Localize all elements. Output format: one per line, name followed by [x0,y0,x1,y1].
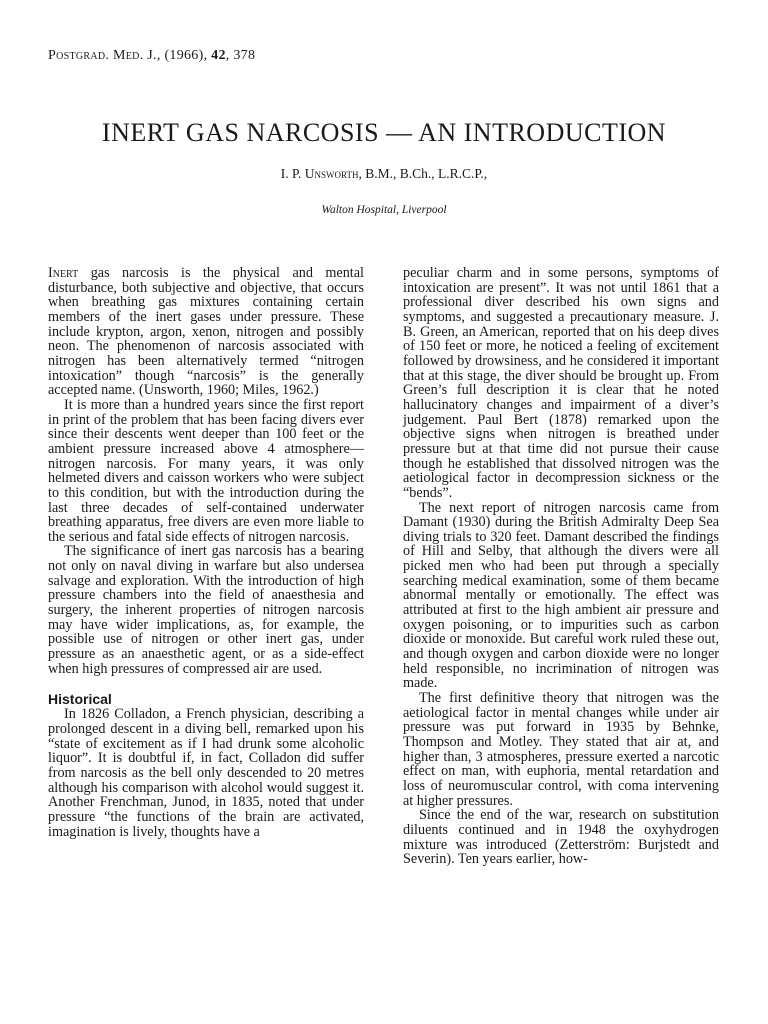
journal-page-number: , 378 [225,48,256,63]
author-affiliation: Walton Hospital, Liverpool [321,204,447,216]
paragraph: Since the end of the war, research on substitution diluents continued and in 1948 the oxyhydrogen mixture was introduced (Zetterström: Burjstedt and Severin). Ten years earlier, how- [403,807,719,868]
lead-word: Inert [48,265,79,281]
section-heading: Historical [48,691,112,708]
author-line [0,166,768,182]
paragraph: It is more than a hundred years since the first report in print of the problem that has been facing divers ever since their descents went deeper than 100 feet or the ambient pressure increased above 4 atmosphere—nitrogen narcosis. For many years, it was only helmeted divers and caisson workers who were subject to this condition, but with the introduction during the last three decades of self-contained underwater breathing apparatus, free divers are even more liable to the serious and fatal side effects of nitrogen narcosis. [48,396,364,545]
right-column [403,266,719,867]
paragraph: The significance of inert gas narcosis has a bearing not only on naval diving in warfare but also undersea salvage and exploration. With the introduction of high pressure chambers into the field of anaesthesia and surgery, the inherent properties of nitrogen narcosis may have wider implications, as, for example, the possible use of nitrogen or other inert gas, under pressure as an anaesthetic agent, or as a side-effect when high pressures of compressed air are used. [48,543,364,677]
author-name: I. P. Unsworth [280,166,359,181]
journal-citation [48,48,255,64]
paragraph: The first definitive theory that nitrogen was the aetiological factor in mental changes while under air pressure was put forward in 1935 by Behnke, Thompson and Motley. They stated that air at, and higher than, 3 atmospheres, pressure exerted a narcotic effect on man, with euphoria, mental retardation and loss of neuromuscular control, with coma intervening at higher pressures. [403,690,719,809]
paragraph [48,266,364,398]
journal-year: , (1966), [156,48,212,63]
paragraph-text: gas narcosis is the physical and mental disturbance, both subjective and objective, that occurs when breathing gas mixtures containing certain members of the inert gases under pressure. These include krypton, argon, xenon, nitrogen and possibly neon. The phenomenon of narcosis associated with nitrogen has been alternatively termed “nitrogen intoxication” though “narcosis” is the generally accepted name. (Unsworth, 1960; Miles, 1962.) [48,265,364,399]
left-column [48,266,364,839]
article-title: INERT GAS NARCOSIS — AN INTRODUCTION [101,118,667,147]
paragraph: In 1826 Colladon, a French physician, describing a prolonged descent in a diving bell, remarked upon his “state of excitement as if I had drunk some alcoholic liquor”. It is doubtful if, in fact, Colladon did suffer from narcosis as the bell only descended to 20 metres although his comparison with alcohol would suggest it. Another Frenchman, Junod, in 1835, noted that under pressure “the functions of the brain are activated, imagination is lively, thoughts have a [48,706,364,840]
paragraph: peculiar charm and in some persons, symptoms of intoxication are present”. It was not until 1861 that a professional diver described his own signs and symptoms, and suggested a precautionary measure. J. B. Green, an American, reported that on his deep dives of 150 feet or more, he noticed a feeling of excitement followed by drowsiness, and he considered it important that at this stage, the diver should be brought up. From Green’s full description it is clear that he noted hallucinatory changes and impairment of a diver’s judgement. Paul Bert (1878) remarked upon the objective signs when nitrogen is breathed under pressure but at that time did not pursue their cause though he established that dissolved nitrogen was the aetiological factor in decompression sickness or the “bends”. [403,265,719,501]
journal-volume: 42 [211,48,226,63]
paragraph: The next report of nitrogen narcosis came from Damant (1930) during the British Admiralty Deep Sea diving trials to 320 feet. Damant described the findings of Hill and Selby, that although the divers were all picked men who had been put through a specially searching medical examination, some of them became abnormal mentally or emotionally. The effect was attributed at first to the high ambient air pressure and oxygen poisoning, or to impurities such as carbon dioxide or monoxide. But careful work ruled these out, and though oxygen and carbon dioxide were no longer held responsible, no incrimination of nitrogen was made. [403,499,719,692]
journal-name: Postgrad. Med. J. [48,48,157,63]
author-degrees: , B.M., B.Ch., L.R.C.P., [358,166,488,181]
